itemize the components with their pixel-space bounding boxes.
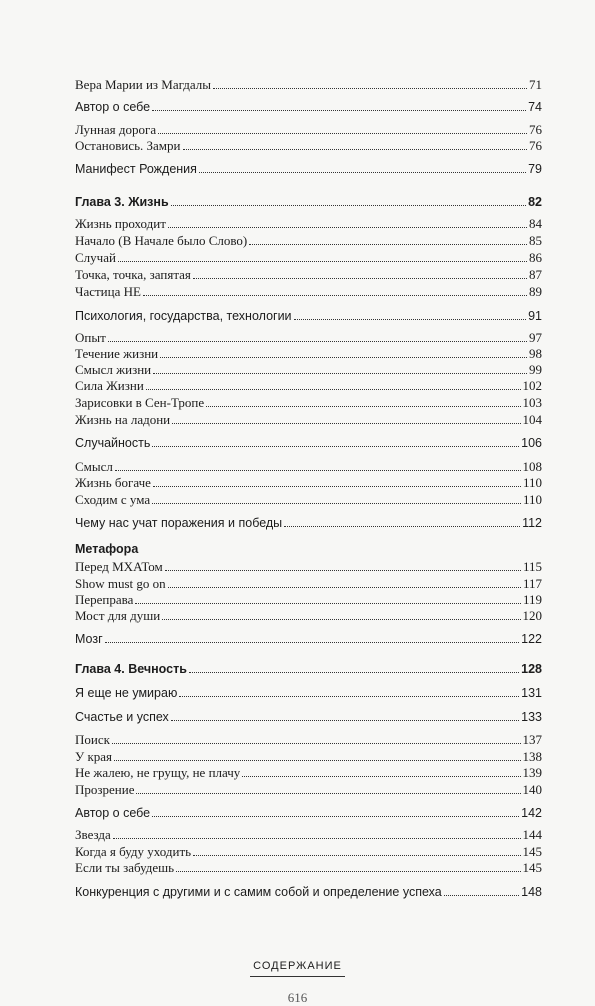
- toc-entry-title: Глава 4. Вечность: [75, 662, 187, 676]
- toc-entry-title: Начало (В Начале было Слово): [75, 234, 248, 248]
- toc-entry-page: 145: [522, 860, 542, 875]
- toc-entry: [75, 394, 542, 410]
- dot-leader: [249, 244, 527, 245]
- toc-entry-title: Лунная дорога: [75, 123, 157, 137]
- toc-entry: [75, 232, 542, 248]
- toc-entry-page: 133: [521, 710, 542, 724]
- dot-leader: [143, 295, 527, 296]
- dot-leader: [162, 619, 520, 620]
- toc-entry-page: 131: [521, 686, 542, 700]
- toc-entry-title: Остановись. Замри: [75, 139, 181, 153]
- toc-entry-page: 145: [522, 844, 542, 859]
- dot-leader: [294, 319, 527, 320]
- toc-entry: [75, 684, 542, 700]
- dot-leader: [146, 389, 521, 390]
- dot-leader: [153, 486, 521, 487]
- toc-entry-title: Конкуренция с другими и с самим собой и определение успеха: [75, 885, 442, 899]
- toc-entry-title: Точка, точка, запятая: [75, 268, 191, 282]
- toc-entry-title: Если ты забудешь: [75, 861, 175, 875]
- toc-entry-page: 148: [521, 885, 542, 899]
- toc-entry-title: Частица НЕ: [75, 285, 141, 299]
- dot-leader: [242, 776, 520, 777]
- toc-entry: [75, 215, 542, 231]
- toc-entry-page: 122: [521, 632, 542, 646]
- dot-leader: [160, 357, 527, 358]
- toc-entry: [75, 345, 542, 361]
- dot-leader: [179, 696, 519, 697]
- page-number: 616: [287, 990, 308, 1005]
- toc-entry-page: 86: [529, 250, 542, 265]
- toc-entry-title: Смысл жизни: [75, 363, 152, 377]
- dot-leader: [158, 133, 527, 134]
- toc-entry: [75, 826, 542, 842]
- toc-entry: [75, 266, 542, 282]
- toc-entry-page: 108: [522, 459, 542, 474]
- toc-entry-page: 87: [529, 267, 542, 282]
- dot-leader: [172, 423, 520, 424]
- toc-entry: [75, 193, 542, 209]
- toc-entry: [75, 458, 542, 474]
- dot-leader: [168, 227, 527, 228]
- toc-entry-page: 102: [522, 378, 542, 393]
- toc-entry-title: Не жалею, не грущу, не плачу: [75, 766, 241, 780]
- toc-entry: [75, 514, 542, 530]
- toc-entry: [75, 121, 542, 137]
- toc-entry-page: 139: [522, 765, 542, 780]
- toc-entry-page: 115: [522, 559, 542, 574]
- toc-entry-title: У края: [75, 750, 113, 764]
- toc-entry-title: Show must go on: [75, 577, 166, 591]
- toc-entry-title: Автор о себе: [75, 806, 151, 820]
- toc-entry: [75, 160, 542, 176]
- toc-entry-page: 117: [522, 576, 542, 591]
- toc-entry-title: Зарисовки в Сен-Тропе: [75, 396, 205, 410]
- toc-entry: [75, 630, 542, 646]
- toc-entry-title: Течение жизни: [75, 347, 159, 361]
- toc-entry: [75, 361, 542, 377]
- toc-entry-title: Перед МХАТом: [75, 560, 163, 574]
- toc-entry-title: Автор о себе: [75, 100, 151, 114]
- toc-entry-title: Прозрение: [75, 783, 135, 797]
- toc-entry-page: 79: [528, 162, 542, 176]
- toc-entry-title: Когда я буду уходить: [75, 845, 192, 859]
- toc-entry: [75, 474, 542, 490]
- toc-entry: [75, 843, 542, 859]
- dot-leader: [193, 855, 520, 856]
- toc-entry-title: Переправа: [75, 593, 134, 607]
- toc-entry: [75, 804, 542, 820]
- toc-entry-page: 91: [528, 309, 542, 323]
- toc-entry-title: Жизнь на ладони: [75, 413, 171, 427]
- dot-leader: [189, 672, 519, 673]
- toc-entry: [75, 137, 542, 153]
- toc-entry-page: 142: [521, 806, 542, 820]
- toc-entry-page: 119: [522, 592, 542, 607]
- dot-leader: [152, 446, 519, 447]
- toc-entry-page: 76: [529, 122, 542, 137]
- toc-entry-title: Психология, государства, технологии: [75, 309, 292, 323]
- dot-leader: [113, 838, 521, 839]
- toc-entry-page: 99: [529, 362, 542, 377]
- toc-entry-page: 103: [522, 395, 542, 410]
- toc-entry-page: 71: [529, 77, 542, 92]
- toc-entry-title: Вера Марии из Магдалы: [75, 78, 212, 92]
- toc-entry-page: 76: [529, 138, 542, 153]
- toc-entry: [75, 859, 542, 875]
- toc-entry-page: 85: [529, 233, 542, 248]
- toc-entry-page: 110: [522, 492, 542, 507]
- dot-leader: [213, 88, 527, 89]
- dot-leader: [165, 570, 521, 571]
- toc-entry: [75, 607, 542, 623]
- toc-entry: [75, 329, 542, 345]
- toc-entry-title: Опыт: [75, 331, 106, 345]
- toc-entry: [75, 377, 542, 393]
- toc-entry: [75, 434, 542, 450]
- toc-entry-page: 137: [522, 732, 542, 747]
- toc-entry-page: 120: [522, 608, 542, 623]
- toc-entry-title: Случайность: [75, 436, 151, 450]
- toc-entry-page: 144: [522, 827, 542, 842]
- toc-entry: [75, 491, 542, 507]
- dot-leader: [168, 587, 521, 588]
- dot-leader: [176, 871, 520, 872]
- toc-entry-page: 110: [522, 475, 542, 490]
- toc-entry-page: 104: [522, 412, 542, 427]
- toc-entry-page: 140: [522, 782, 542, 797]
- toc-entry-title: Случай: [75, 251, 116, 265]
- dot-leader: [108, 341, 527, 342]
- toc-entry-title: Мост для души: [75, 609, 161, 623]
- toc-entry-page: 106: [521, 436, 542, 450]
- dot-leader: [206, 406, 520, 407]
- toc-entry-title: Жизнь проходит: [75, 217, 166, 231]
- toc-entry: [75, 76, 542, 92]
- toc-entry: [75, 764, 542, 780]
- toc-entry: [75, 98, 542, 114]
- dot-leader: [118, 261, 527, 262]
- toc-entry: [75, 748, 542, 764]
- dot-leader: [135, 603, 521, 604]
- dot-leader: [284, 526, 520, 527]
- dot-leader: [171, 720, 519, 721]
- toc-entry-page: 97: [529, 330, 542, 345]
- toc-entry: [75, 307, 542, 323]
- dot-leader: [171, 205, 526, 206]
- footer-rule: [250, 976, 345, 977]
- toc-entry-title: Поиск: [75, 733, 110, 747]
- toc-entry-page: 74: [528, 100, 542, 114]
- toc-entry: [75, 575, 542, 591]
- dot-leader: [152, 816, 519, 817]
- dot-leader: [193, 278, 527, 279]
- toc-entry-page: 138: [522, 749, 542, 764]
- toc-entry: [75, 249, 542, 265]
- toc-entry: [75, 731, 542, 747]
- dot-leader: [105, 642, 519, 643]
- toc-entry: [75, 708, 542, 724]
- toc-entry-title: Смысл: [75, 460, 113, 474]
- toc-entry: [75, 283, 542, 299]
- toc-entry-title: Я еще не умираю: [75, 686, 178, 700]
- toc-entry-title: Манифест Рождения: [75, 162, 197, 176]
- toc-entry-page: 89: [529, 284, 542, 299]
- dot-leader: [183, 149, 528, 150]
- toc-entry-page: 82: [528, 195, 542, 209]
- toc-entry: [75, 591, 542, 607]
- toc-entry-title: Сила Жизни: [75, 379, 144, 393]
- running-footer-section: СОДЕРЖАНИЕ: [253, 960, 342, 972]
- toc-entry-title: Мозг: [75, 632, 103, 646]
- dot-leader: [199, 172, 526, 173]
- dot-leader: [152, 110, 526, 111]
- toc-entry: [75, 558, 542, 574]
- dot-leader: [152, 503, 521, 504]
- toc-entry: [75, 660, 542, 676]
- toc-entry-page: 112: [522, 516, 542, 530]
- toc-entry-page: 84: [529, 216, 542, 231]
- toc-entry-title: Счастье и успех: [75, 710, 169, 724]
- toc-entry-title: Звезда: [75, 828, 111, 842]
- toc-entry-page: 98: [529, 346, 542, 361]
- dot-leader: [114, 760, 520, 761]
- dot-leader: [136, 793, 520, 794]
- toc-entry: [75, 411, 542, 427]
- toc-entry: [75, 883, 542, 899]
- toc-entry-title: Глава 3. Жизнь: [75, 195, 169, 209]
- dot-leader: [115, 470, 521, 471]
- toc-entry-title: Чему нас учат поражения и победы: [75, 516, 283, 530]
- dot-leader: [112, 743, 521, 744]
- toc-entry: [75, 781, 542, 797]
- toc-entry-title: Жизнь богаче: [75, 476, 151, 490]
- toc-entry-page: 128: [521, 662, 542, 676]
- dot-leader: [444, 895, 519, 896]
- toc-entry-title: Сходим с ума: [75, 493, 151, 507]
- dot-leader: [153, 373, 527, 374]
- section-heading-metaphor: Метафора: [75, 542, 139, 556]
